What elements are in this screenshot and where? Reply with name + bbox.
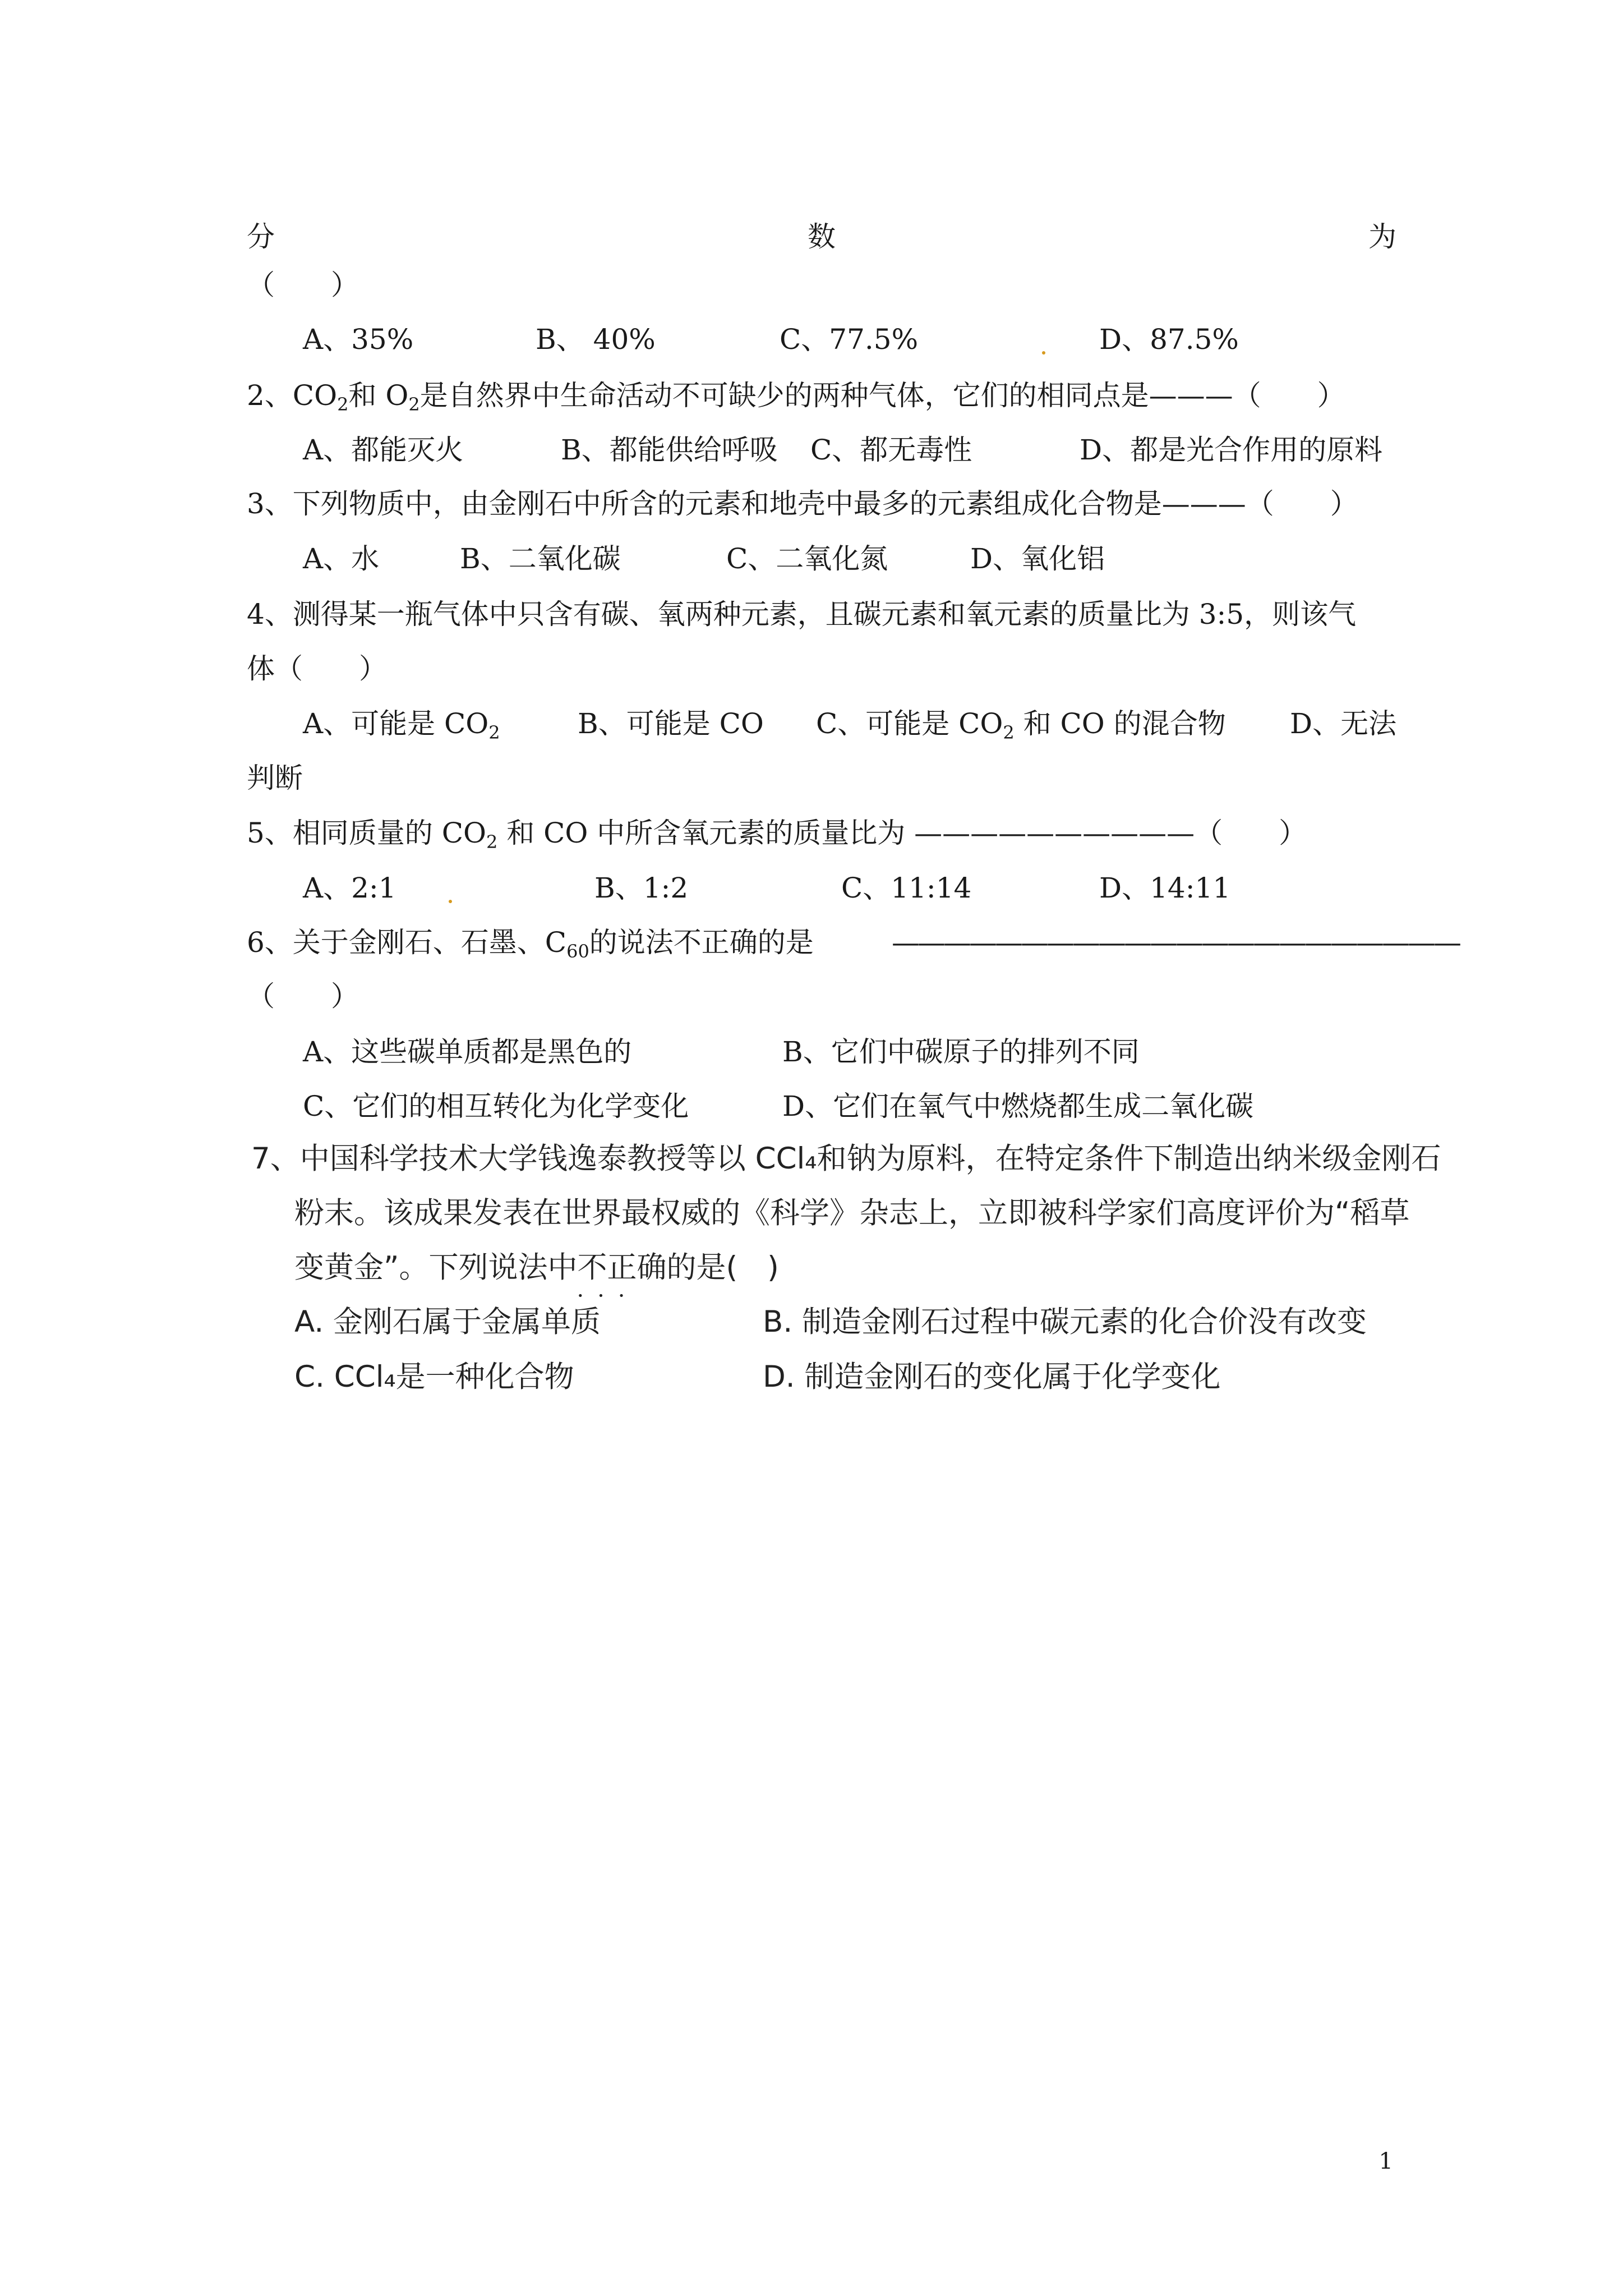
q1-tail-line bbox=[247, 214, 1396, 255]
q1-option-c[interactable]: C、77.5% bbox=[780, 323, 919, 356]
q5-option-b[interactable]: B、1:2 bbox=[594, 872, 689, 904]
stray-mark bbox=[1042, 351, 1045, 355]
q6-paren: （ ） bbox=[247, 980, 359, 1013]
q4-question-line1: 4、测得某一瓶气体中只含有碳、氧两种元素，且碳元素和氧元素的质量比为 3:5，则该气 bbox=[247, 598, 1357, 631]
q1-option-b[interactable]: B、 40% bbox=[536, 323, 656, 356]
q1-option-a[interactable]: A、35% bbox=[303, 323, 414, 356]
q1-paren: （ ） bbox=[247, 269, 359, 301]
q5-question: 5、相同质量的 $CO_2$ 和 CO 中所含氧元素的质量比为 ——————————（ ） bbox=[247, 817, 1307, 853]
q6-question: 6、关于金刚石、石墨、$C_{60}$的说法不正确的是 bbox=[247, 926, 814, 962]
q7-question-line2: 粉末。该成果发表在世界最权威的《科学》杂志上，立即被科学家们高度评价为“稻草 bbox=[294, 1196, 1410, 1230]
q7-question-line1: 7、中国科学技术大学钱逸泰教授等以 CCl₄和钠为原料，在特定条件下制造出纳米级金刚石 bbox=[251, 1142, 1441, 1176]
q1-char-3: 为 bbox=[1368, 220, 1396, 253]
q5-option-a[interactable]: A、2:1 bbox=[303, 872, 396, 904]
q6-dashes: —————————————————————— bbox=[892, 926, 1459, 959]
q7-option-a[interactable]: A. 金刚石属于金属单质 bbox=[294, 1305, 601, 1339]
q2-option-b[interactable]: B、都能供给呼吸 bbox=[561, 434, 778, 466]
q3-option-a[interactable]: A、水 bbox=[303, 542, 380, 575]
q1-char-1: 分 bbox=[247, 220, 275, 253]
q7-option-b[interactable]: B. 制造金刚石过程中碳元素的化合价没有改变 bbox=[763, 1305, 1367, 1339]
q4-option-d[interactable]: D、无法 bbox=[1290, 707, 1397, 740]
q5-option-c[interactable]: C、11:14 bbox=[841, 872, 972, 904]
stray-mark bbox=[449, 900, 452, 903]
q6-option-d[interactable]: D、它们在氧气中燃烧都生成二氧化碳 bbox=[782, 1090, 1254, 1122]
q7-option-c[interactable]: C. CCl₄是一种化合物 bbox=[294, 1360, 574, 1394]
q2-option-c[interactable]: C、都无毒性 bbox=[810, 434, 972, 466]
q6-option-b[interactable]: B、它们中碳原子的排列不同 bbox=[782, 1036, 1140, 1068]
q2-question: 2、$CO_2$和 $O_2$是自然界中生命活动不可缺少的两种气体，它们的相同点是———（ ） bbox=[247, 379, 1345, 415]
q3-question: 3、下列物质中，由金刚石中所含的元素和地壳中最多的元素组成化合物是———（ ） bbox=[247, 487, 1358, 520]
q4-option-d-cont: 判断 bbox=[247, 762, 303, 794]
q3-option-c[interactable]: C、二氧化氮 bbox=[726, 542, 888, 575]
q2-option-a[interactable]: A、都能灭火 bbox=[303, 434, 464, 466]
q2-option-d[interactable]: D、都是光合作用的原料 bbox=[1080, 434, 1383, 466]
q4-option-a[interactable]: A、可能是 $CO_2$ bbox=[303, 707, 500, 743]
q3-option-d[interactable]: D、氧化铝 bbox=[970, 542, 1105, 575]
page-number: 1 bbox=[1378, 2148, 1393, 2174]
q4-option-c[interactable]: C、可能是 $CO_2$ 和 CO 的混合物 bbox=[816, 707, 1226, 743]
emphasis-dots: 不正确 ••• bbox=[577, 1250, 666, 1285]
q6-option-c[interactable]: C、它们的相互转化为化学变化 bbox=[303, 1090, 689, 1122]
q3-option-b[interactable]: B、二氧化碳 bbox=[460, 542, 621, 575]
q5-option-d[interactable]: D、14:11 bbox=[1099, 872, 1231, 904]
q7-question-line3: 变黄金”。下列说法中不正确 •••的是( ) bbox=[294, 1251, 779, 1285]
q1-option-d[interactable]: D、87.5% bbox=[1099, 323, 1239, 356]
q6-option-a[interactable]: A、这些碳单质都是黑色的 bbox=[303, 1036, 632, 1068]
q7-option-d[interactable]: D. 制造金刚石的变化属于化学变化 bbox=[763, 1360, 1221, 1394]
q1-char-2: 数 bbox=[808, 220, 836, 253]
q4-option-b[interactable]: B、可能是 CO bbox=[578, 707, 764, 740]
q4-question-line2: 体（ ） bbox=[247, 652, 387, 685]
